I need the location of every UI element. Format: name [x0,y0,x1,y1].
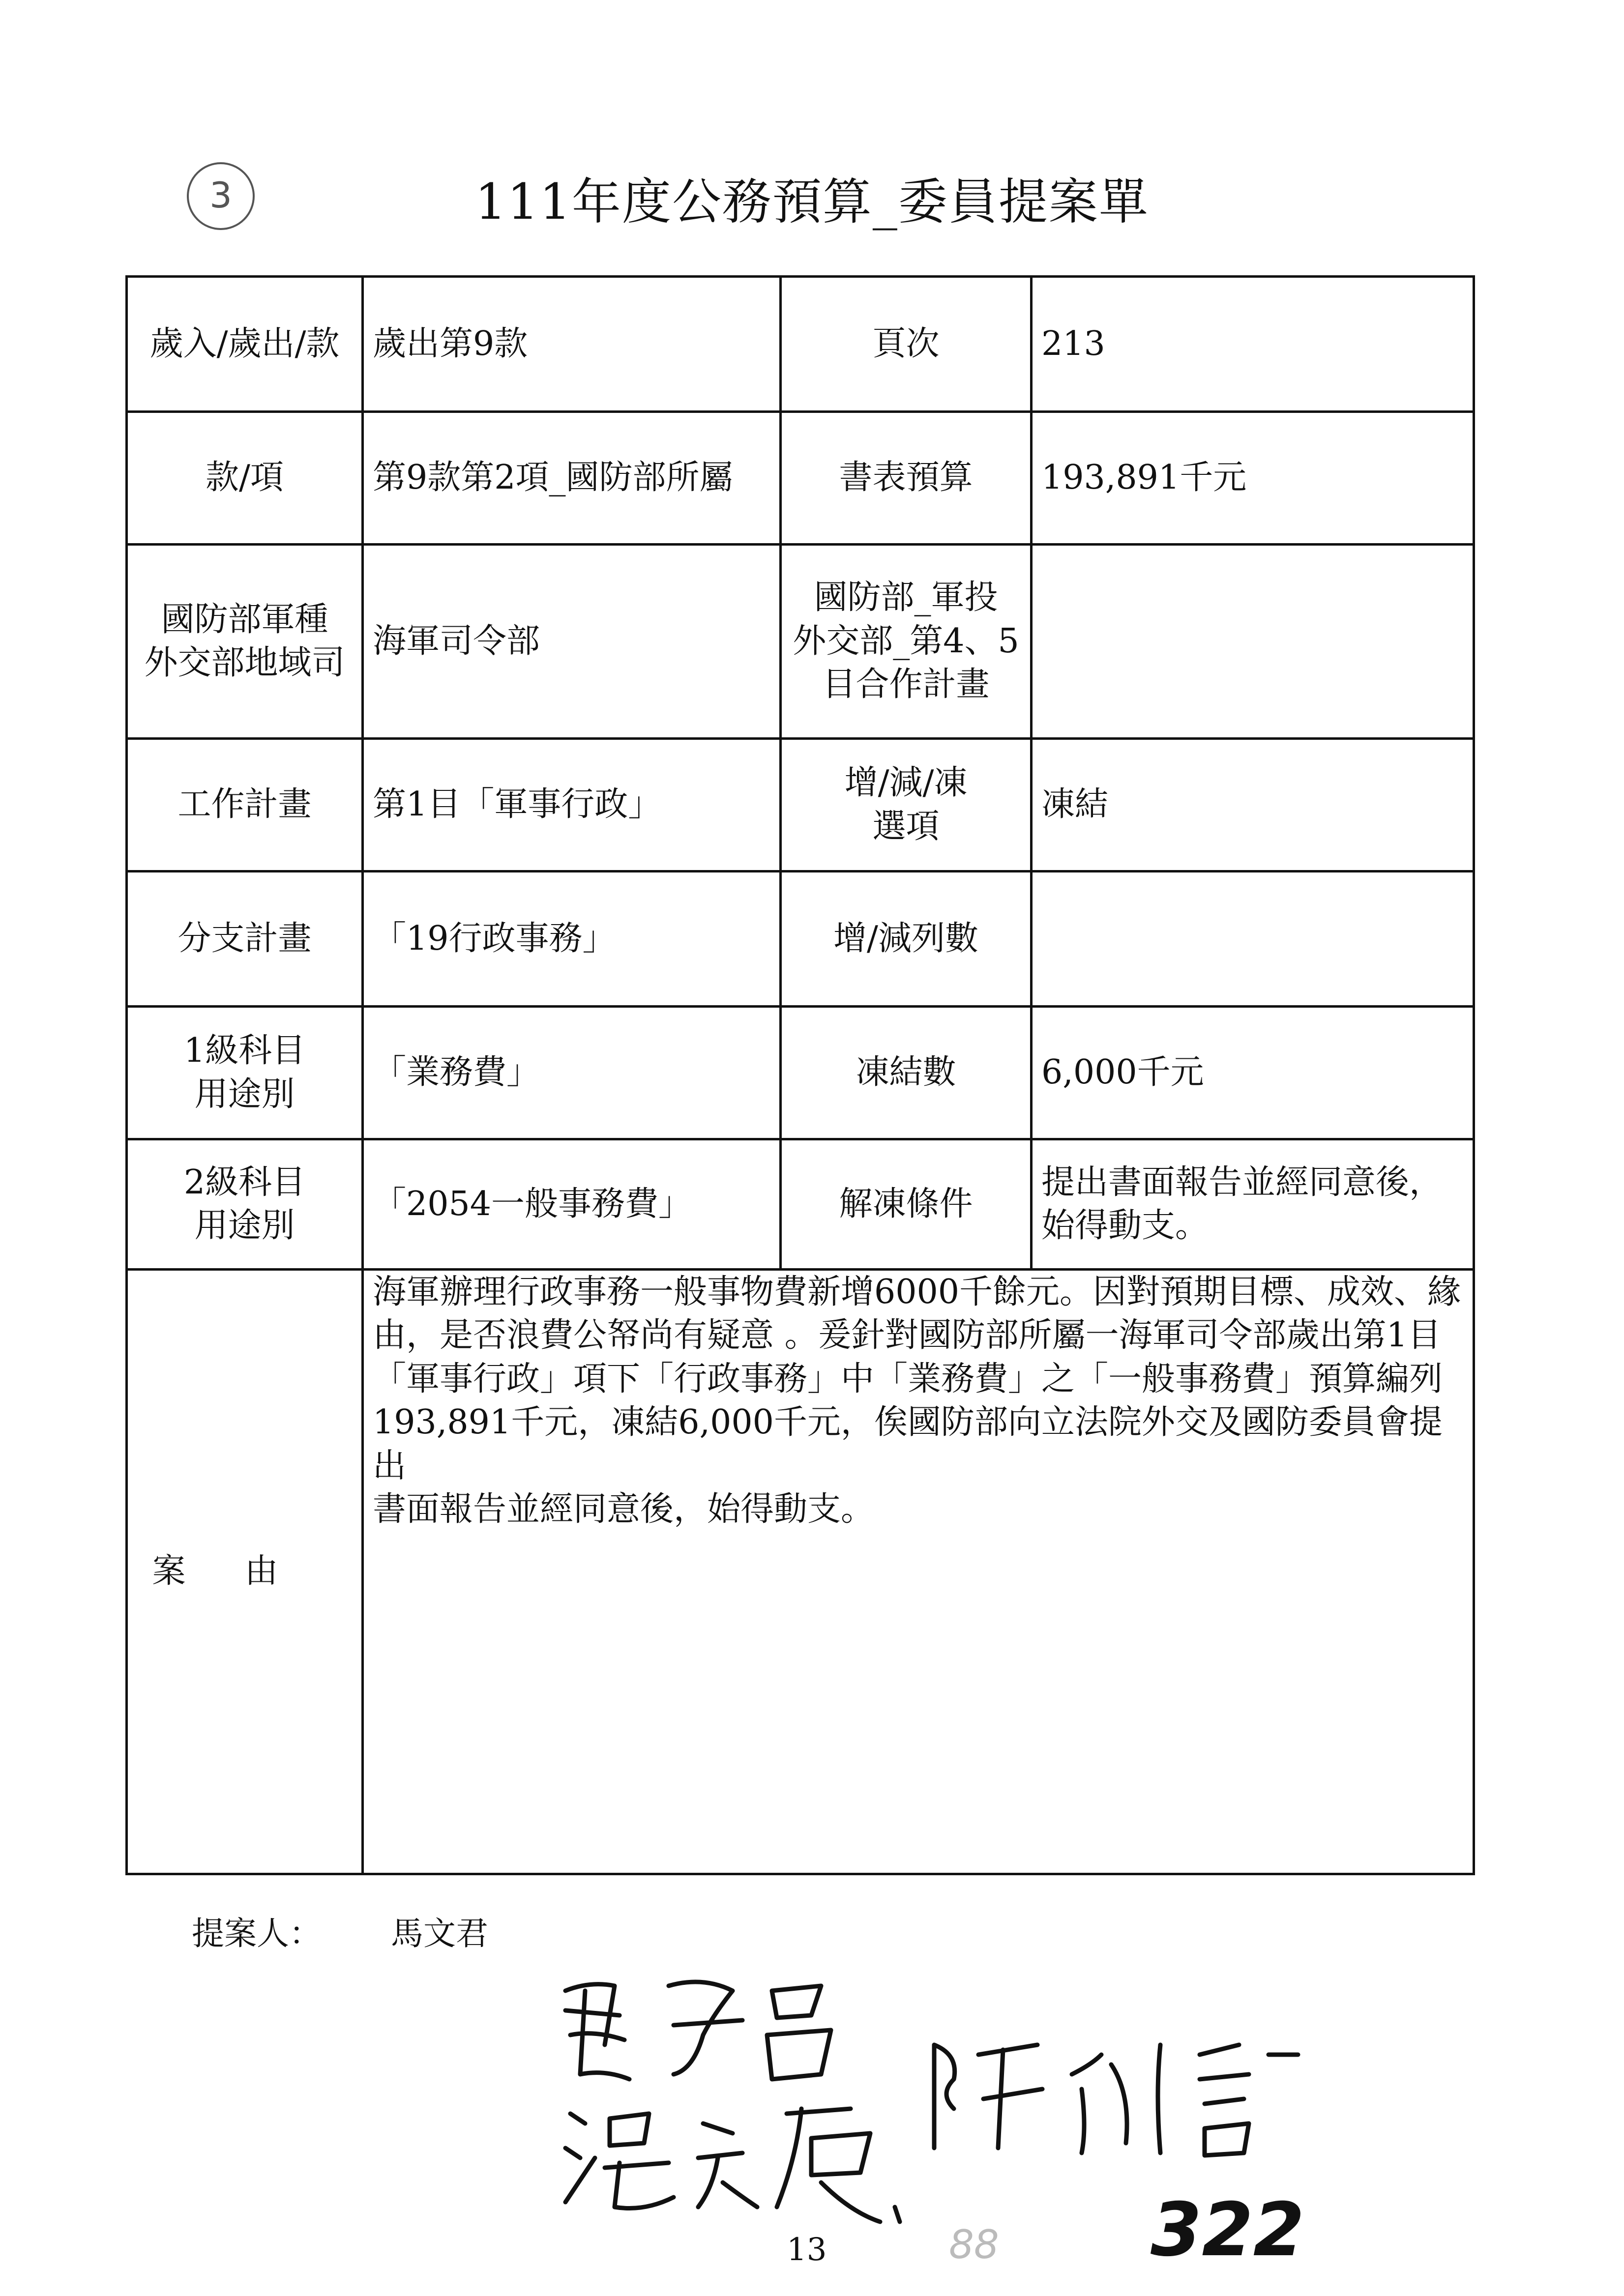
field-label-page: 頁次 [781,277,1032,412]
table-row [127,739,1474,872]
faint-number: 88 [949,2222,999,2267]
field-label-branch [127,545,363,739]
proposer-label: 提案人： [192,1915,322,1952]
field-value-change-amount [1032,872,1474,1007]
field-label-work-plan: 工作計畫 [127,739,363,872]
field-label-change-amount: 增/減列數 [781,872,1032,1007]
field-label-option [781,739,1032,872]
field-value-income-expense: 歲出第9款 [363,277,781,412]
handwritten-number: 322 [1151,2187,1305,2273]
field-label-unfreeze-condition: 解凍條件 [781,1139,1032,1270]
reason-line: 「軍事行政」項下「行政事務」中「業務費」之「一般事務費」預算編列 [373,1359,1443,1398]
field-value-budget: 193,891千元 [1032,412,1474,545]
proposer-name: 馬文君 [390,1915,488,1952]
field-value-section: 第9款第2項_國防部所屬 [363,412,781,545]
field-label-level1-subject [127,1007,363,1139]
field-value-branch-plan: 「19行政事務」 [363,872,781,1007]
label-line: 選項 [872,807,940,846]
page-number: 13 [787,2232,827,2268]
table-row [127,1007,1474,1139]
page-circle-mark: 3 [187,162,255,230]
reason-line: 193,891千元，凍結6,000千元，俟國防部向立法院外交及國防委員會提出 [373,1403,1443,1485]
table-row [127,872,1474,1007]
table-row [127,545,1474,739]
field-label-budget: 書表預算 [781,412,1032,545]
field-value-frozen-amount: 6,000千元 [1032,1007,1474,1139]
signature-1 [556,1961,875,2099]
reason-line: 海軍辦理行政事務一般事物費新增6000千餘元。因對預期目標、成效、緣 [373,1273,1461,1311]
label-line: 2級科目 [183,1163,306,1202]
field-label-frozen-amount: 凍結數 [781,1007,1032,1139]
label-line: 外交部地域司 [144,643,345,682]
value-line: 提出書面報告並經同意後， [1041,1163,1443,1202]
field-label-branch-plan: 分支計畫 [127,872,363,1007]
field-label-level2-subject [127,1139,363,1270]
field-label-section: 款/項 [127,412,363,545]
label-line: 國防部_軍投 [814,578,998,617]
field-value-reason [363,1270,1474,1874]
field-value-level1-subject: 「業務費」 [363,1007,781,1139]
field-value-option: 凍結 [1032,739,1474,872]
label-line: 用途別 [194,1075,295,1114]
reason-line: 由，是否浪費公帑尚有疑意 。爰針對國防部所屬一海軍司令部歲出第1目 [373,1316,1441,1355]
signature-2 [556,2084,910,2232]
table-row [127,412,1474,545]
field-value-work-plan: 第1目「軍事行政」 [363,739,781,872]
field-label-cooperation-plan [781,545,1032,739]
field-value-unfreeze-condition [1032,1139,1474,1270]
label-line: 1級科目 [183,1031,306,1071]
field-label-income-expense: 歲入/歲出/款 [127,277,363,412]
proposer [192,1907,488,1954]
label-line: 增/減/凍 [844,763,968,803]
label-line: 目合作計畫 [822,665,990,704]
field-value-branch: 海軍司令部 [363,545,781,739]
table-row [127,1270,1474,1874]
label-line: 外交部_第4、5 [793,621,1019,661]
label-line: 用途別 [194,1206,295,1245]
table-row [127,1139,1474,1270]
reason-line: 書面報告並經同意後，始得動支。 [373,1489,875,1529]
proposal-form-table [125,275,1475,1875]
page-title: 111年度公務預算_委員提案單 [475,173,1149,231]
signature-3 [924,2025,1318,2173]
field-label-reason: 案由 [127,1270,363,1874]
table-row [127,277,1474,412]
field-value-page: 213 [1032,277,1474,412]
field-value-cooperation-plan [1032,545,1474,739]
value-line: 始得動支。 [1041,1206,1209,1245]
label-line: 國防部軍種 [161,600,328,639]
field-value-level2-subject: 「2054一般事務費」 [363,1139,781,1270]
